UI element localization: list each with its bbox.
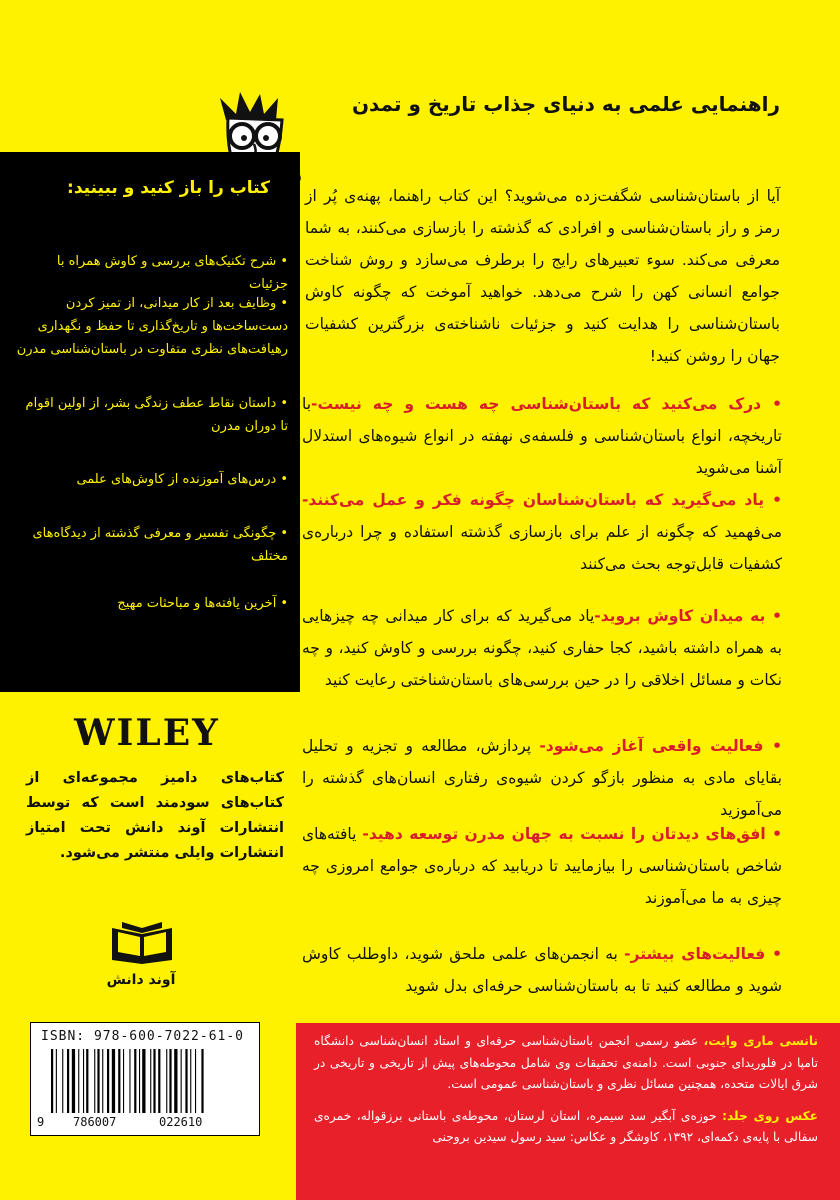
barcode-bars-icon [49,1049,245,1115]
barcode [30,1022,260,1136]
feature-bullet [302,600,782,696]
panel-item-text: چگونگی تفسیر و معرفی گذشته از دیدگاه‌های مختلف [32,526,288,564]
barcode-bar [97,1049,99,1113]
barcode-bar [150,1049,151,1113]
feature-bullet [302,938,782,1002]
barcode-bar [139,1049,140,1113]
barcode-bar [190,1049,191,1113]
barcode-bar [118,1049,120,1113]
feature-bullet [302,484,782,580]
wiley-logo: WILEY [74,712,220,754]
contents-panel [0,152,300,692]
bullet-heading: درک می‌کنید که باستان‌شناسی چه هست و چه نیست- [311,395,762,413]
barcode-bar [72,1049,75,1113]
panel-item [16,592,288,615]
feature-bullet [302,388,782,484]
bullet-body: با تاریخچه، انواع باستان‌شناسی و فلسفه‌ی نهفته در انواع شیوه‌های استدلال آشنا می‌شوید [302,395,782,477]
bullet-dot-icon: • [761,395,782,413]
isbn-text: ISBN: 978-600-7022-61-0 [41,1029,245,1044]
bullet-body: به انجمن‌های علمی ملحق شوید، داوطلب کاوش شوید و مطالعه کنید تا به باستان‌شناسی حرفه‌ای بدل شوید [302,945,782,995]
barcode-digits: 022610 [159,1115,203,1129]
barcode-bar [142,1049,145,1113]
bullet-dot-icon: • [280,472,288,487]
barcode-digits: 9 [37,1115,45,1129]
cover-photo-text: حوزه‌ی آبگیر سد سیمره، استان لرستان، محوطه‌ی باستانی برزقواله، خمره‌ی سفالی با پایه‌ی دکمه‌ای، ۱۳۹۲، کاوشگر و عکاس: سید رسول سیدین بروجنی [314,1108,818,1144]
author-bio [314,1031,818,1096]
barcode-bar [153,1049,155,1113]
bullet-body: می‌فهمید که چگونه از علم برای بازسازی گذشته استفاده و چرا درباره‌ی کشفیات قابل‌توجه بحث می‌کنند [302,523,782,573]
barcode-bar [166,1049,167,1113]
barcode-bar [67,1049,69,1113]
panel-item-text: رهیافت‌های نظری متفاوت در باستان‌شناسی مدرن [16,342,288,357]
panel-item [16,468,288,491]
barcode-bar [51,1049,53,1113]
bullet-heading: به میدان کاوش بروید- [594,607,766,625]
barcode-bar [185,1049,187,1113]
barcode-bar [56,1049,57,1113]
barcode-bar [181,1049,182,1113]
panel-item [16,292,288,361]
bullet-heading: یاد می‌گیرید که باستان‌شناسان چگونه فکر و عمل می‌کنند- [302,491,765,509]
barcode-bar [158,1049,160,1113]
bullet-dot-icon: • [280,596,288,611]
panel-item-text: شرح تکنیک‌های بررسی و کاوش همراه با جزئیات [56,254,288,292]
barcode-bar [123,1049,124,1113]
barcode-bar [129,1049,130,1113]
bullet-body: یاد می‌گیرید که برای کار میدانی چه چیزهایی به همراه داشته باشید، کجا حفاری کنید، چگونه بررسی و کاوش کنید، و چه نکات و مسائل اخلاقی را در حین بررسی‌های باستان‌شناختی رعایت کنید [302,607,782,689]
bullet-dot-icon: • [765,945,782,963]
bullet-dot-icon: • [280,254,288,269]
bullet-dot-icon: • [764,491,782,509]
barcode-bar [83,1049,84,1113]
panel-item-text: آخرین یافته‌ها و مباحثات مهیج [117,596,277,611]
barcode-bar [112,1049,115,1113]
panel-item [16,392,288,438]
bullet-body: یافته‌های شاخص باستان‌شناسی را بیازمایید تا دریابید که درباره‌ی جوامع امروزی چه چیزی به ما می‌آموزند [302,825,782,907]
barcode-bar [78,1049,79,1113]
barcode-bar [134,1049,136,1113]
barcode-bar [201,1049,203,1113]
barcode-bar [169,1049,171,1113]
bullet-heading: فعالیت واقعی آغاز می‌شود- [539,737,764,755]
panel-item-text: درس‌های آموزنده از کاوش‌های علمی [76,472,277,487]
panel-item [16,250,288,296]
barcode-bar [62,1049,63,1113]
bullet-dot-icon: • [280,526,288,541]
bullet-heading: فعالیت‌های بیشتر- [624,945,766,963]
headline: راهنمایی علمی به دنیای جذاب تاریخ و تمدن [351,92,780,116]
bullet-dot-icon: • [280,296,288,311]
bullet-dot-icon: • [763,737,783,755]
feature-bullet [302,818,782,914]
bullet-body: پردازش، مطالعه و تجزیه و تحلیل بقایای مادی به منظور بازگو کردن شیوه‌ی رفتاری انسان‌های گذشته را می‌آموزید [302,737,782,819]
intro-paragraph: آیا از باستان‌شناسی شگفت‌زده می‌شوید؟ این کتاب راهنما، پهنه‌ی پُر از رمز و راز باستان‌شناسی و افرادی که گذشته را بازسازی می‌کنند، به شما معرفی می‌کند. سوء تعبیرهای رایج را برطرف می‌سازد و روش شناخت جوامع انسانی کهن را شرح می‌دهد. خواهید آموخت که چگونه کاوش باستان‌شناسی را هدایت کنید و جزئیات ناشناخته‌ی بزرگترین کشفیات جهان را روشن کنید! [305,187,780,365]
bullet-dot-icon: • [280,396,288,411]
author-box [296,1023,840,1200]
author-name: نانسی ماری وایت، [703,1034,818,1048]
publisher-name: آوند دانش [106,972,176,988]
feature-bullet [302,730,782,826]
panel-title: کتاب را باز کنید و ببینید: [67,178,270,198]
panel-item-text: داستان نقاط عطف زندگی بشر، از اولین اقوام تا دوران مدرن [25,396,288,434]
barcode-bar [94,1049,95,1113]
open-book-icon [110,920,174,964]
bullet-dot-icon: • [765,825,783,843]
bullet-dot-icon: • [765,607,782,625]
wiley-description: کتاب‌های دامیز مجموعه‌ای از کتاب‌های سودمند است که توسط انتشارات آوند دانش تحت امتیاز انتشارات وایلی منتشر می‌شود. [26,770,284,861]
cover-photo-credit [314,1106,818,1149]
panel-item [16,522,288,568]
barcode-digits: 786007 [73,1115,117,1129]
barcode-bar [195,1049,196,1113]
barcode-bar [86,1049,88,1113]
cover-photo-heading: عکس روی جلد: [722,1108,818,1123]
bullet-heading: افق‌های دیدتان را نسبت به جهان مدرن توسعه دهید- [362,825,766,843]
barcode-bar [174,1049,177,1113]
barcode-bar [107,1049,109,1113]
barcode-bar [102,1049,103,1113]
panel-item-text: وظایف بعد از کار میدانی، از تمیز کردن دست‌ساخت‌ها و تاریخ‌گذاری تا حفظ و نگهداری [37,296,288,334]
author-bio-text: عضو رسمی انجمن باستان‌شناسی حرفه‌ای و استاد انسان‌شناسی دانشگاه تامپا در فلوریدای جنوبی است. دامنه‌ی تحقیقات وی شامل محوطه‌های پیش از تاریخی و تاریخی در شرق ایالات متحده، همچنین مسائل نظری و باستان‌شناسی عمومی است. [314,1034,818,1091]
